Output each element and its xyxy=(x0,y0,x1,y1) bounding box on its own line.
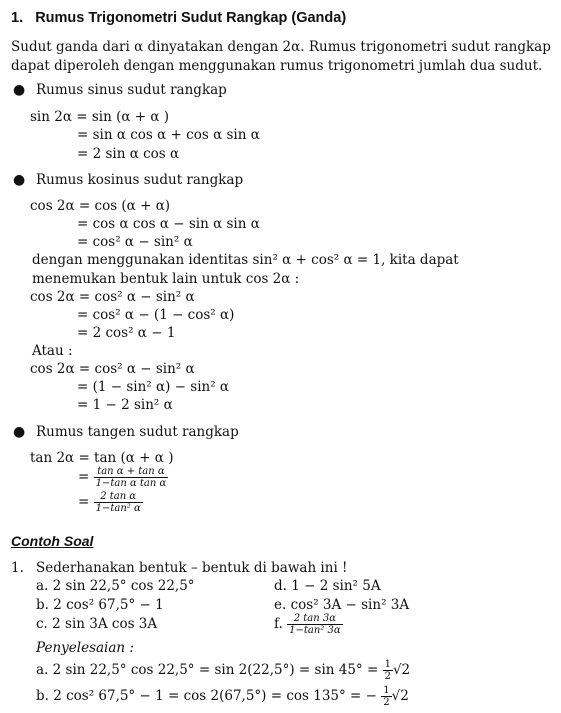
formula-line: = cos α cos α − sin α sin α xyxy=(77,216,260,232)
fraction xyxy=(383,659,393,682)
fraction xyxy=(94,491,143,514)
fraction-numerator: 2 tan α xyxy=(94,491,143,503)
formula-line: = cos² α − (1 − cos² α) xyxy=(77,307,235,323)
formula-line: = 2 sin α cos α xyxy=(77,146,180,162)
fraction-denominator: 2 xyxy=(384,671,391,682)
bullet-kosinus: Rumus kosinus sudut rangkap xyxy=(36,172,244,188)
formula-line: = cos² α − sin² α xyxy=(77,234,193,250)
bullet-icon: ● xyxy=(13,82,26,98)
formula-line: = 2 cos² α − 1 xyxy=(77,325,176,341)
bullet-sinus: Rumus sinus sudut rangkap xyxy=(36,82,227,98)
item-b: b. 2 cos² 67,5° − 1 xyxy=(36,597,164,613)
bullet-tangen: Rumus tangen sudut rangkap xyxy=(36,424,239,440)
fraction xyxy=(94,466,169,489)
item-f-label: f. xyxy=(274,616,283,632)
fraction xyxy=(287,613,342,636)
item-f xyxy=(274,613,343,636)
sqrt-symbol: √2 xyxy=(391,688,409,704)
section-heading xyxy=(11,10,346,26)
penyelesaian-label: Penyelesaian : xyxy=(36,640,134,656)
item-e: e. cos² 3A − sin² 3A xyxy=(274,597,410,613)
formula-line: tan 2α = tan (α + α ) xyxy=(30,450,174,466)
bullet-icon: ● xyxy=(13,172,26,188)
section-number: 1. xyxy=(11,10,24,26)
section-title: Rumus Trigonometri Sudut Rangkap (Ganda) xyxy=(35,10,347,26)
fraction-denominator: 1−tan² α xyxy=(95,503,141,514)
fraction-denominator: 1−tan² 3α xyxy=(289,625,341,636)
fraction-denominator: 2 xyxy=(383,697,390,708)
sqrt-symbol: √2 xyxy=(392,662,411,678)
formula-line: cos 2α = cos² α − sin² α xyxy=(30,289,195,305)
solution-b xyxy=(36,685,409,708)
item-d: d. 1 − 2 sin² 5A xyxy=(274,578,381,594)
equals-sign: = xyxy=(78,494,90,510)
equals-sign: = xyxy=(78,469,90,485)
formula-line: sin 2α = sin (α + α ) xyxy=(30,109,170,125)
fraction-numerator: 2 tan 3α xyxy=(287,613,342,625)
formula-line: = 1 − 2 sin² α xyxy=(77,397,173,413)
fraction-numerator: 1 xyxy=(383,685,390,696)
fraction-numerator: 1 xyxy=(384,659,391,670)
atau-label: Atau : xyxy=(32,343,73,359)
tangen-frac2 xyxy=(78,491,143,514)
formula-line: = sin α cos α + cos α sin α xyxy=(77,127,260,143)
bullet-icon: ● xyxy=(13,424,26,440)
contoh-soal-title: Contoh Soal xyxy=(11,533,94,549)
question-number: 1. xyxy=(11,560,24,576)
fraction-denominator: 1−tan α tan α xyxy=(95,478,167,489)
solution-a-text: a. 2 sin 22,5° cos 22,5° = sin 2(22,5°) = sin 45° = xyxy=(36,662,383,678)
formula-line: cos 2α = cos (α + α) xyxy=(30,198,171,214)
item-c: c. 2 sin 3A cos 3A xyxy=(36,616,158,632)
intro-paragraph: Sudut ganda dari α dinyatakan dengan 2α. Rumus trigonometri sudut rangkap dapat diperoleh dengan menggunakan rumus trigonometri jumlah dua sudut. xyxy=(11,39,551,74)
tangen-frac1 xyxy=(78,466,168,489)
identity-note: dengan menggunakan identitas sin² α + cos² α = 1, kita dapat menemukan bentuk lain untuk cos 2α : xyxy=(32,252,459,287)
solution-b-text: b. 2 cos² 67,5° − 1 = cos 2(67,5°) = cos 135° = − xyxy=(36,688,377,704)
formula-line: cos 2α = cos² α − sin² α xyxy=(30,361,195,377)
fraction xyxy=(381,685,391,708)
question-text: Sederhanakan bentuk – bentuk di bawah ini ! xyxy=(36,560,348,576)
item-a: a. 2 sin 22,5° cos 22,5° xyxy=(36,578,195,594)
solution-a xyxy=(36,659,410,682)
fraction-numerator: tan α + tan α xyxy=(94,466,169,478)
formula-line: = (1 − sin² α) − sin² α xyxy=(77,379,230,395)
